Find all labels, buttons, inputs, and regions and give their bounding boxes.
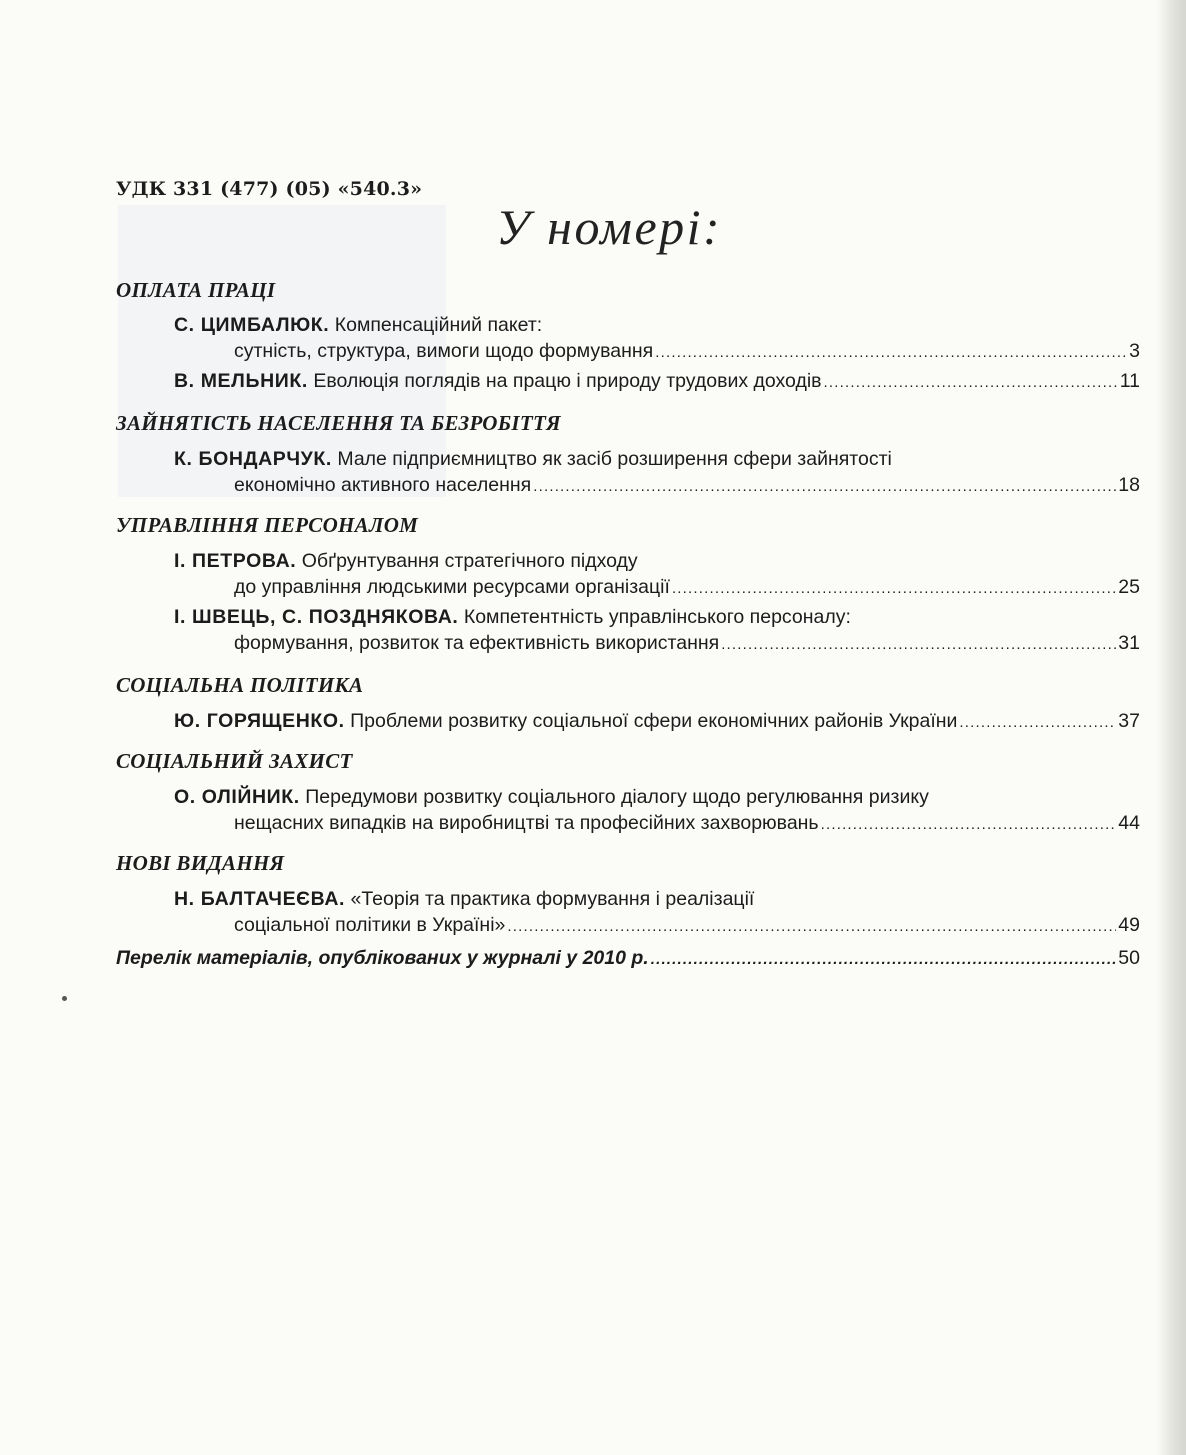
toc-entry (174, 708, 1140, 736)
leader-dots (651, 947, 1117, 973)
toc-entry (174, 446, 892, 472)
entry-author: С. ЦИМБАЛЮК. (174, 314, 330, 336)
leader-dots (655, 340, 1127, 366)
entry-title-cont: формування, розвиток та ефективність використання (234, 632, 720, 654)
leader-dots (672, 576, 1116, 602)
toc-entry-continuation (234, 630, 1140, 658)
entry-author: І. ПЕТРОВА. (174, 550, 297, 572)
leader-dots (959, 710, 1116, 736)
toc-entry (174, 312, 542, 338)
toc-entry (174, 886, 754, 912)
entry-title-cont: економічно активного населення (234, 474, 532, 496)
entry-title: Еволюція поглядів на працю і природу трудових доходів (313, 370, 822, 392)
scan-edge-shadow (1156, 0, 1186, 1455)
toc-entry-continuation (234, 472, 1140, 500)
leader-dots (507, 914, 1116, 940)
scan-speck (62, 996, 67, 1001)
toc-entry (174, 604, 851, 630)
toc-final-entry (116, 945, 1140, 973)
entry-author: І. ШВЕЦЬ, С. ПОЗДНЯКОВА. (174, 606, 459, 628)
page-number: 25 (1118, 576, 1140, 598)
page-number: 37 (1118, 710, 1140, 732)
entry-title-cont: соціальної політики в Україні» (234, 914, 506, 936)
entry-title: Передумови розвитку соціального діалогу щодо регулювання ризику (305, 786, 929, 808)
section-heading: НОВІ ВИДАННЯ (116, 851, 285, 875)
entry-author: В. МЕЛЬНИК. (174, 370, 308, 392)
toc-entry (174, 368, 1140, 396)
page-number: 18 (1118, 474, 1140, 496)
entry-author: К. БОНДАРЧУК. (174, 448, 332, 470)
entry-title-cont: до управління людськими ресурсами організації (234, 576, 670, 598)
entry-title: Компетентність управлінського персоналу: (463, 606, 851, 628)
page-number: 49 (1118, 914, 1140, 936)
final-entry-title: Перелік матеріалів, опублікованих у журналі у 2010 р. (116, 947, 649, 969)
section-heading: СОЦІАЛЬНИЙ ЗАХИСТ (116, 749, 353, 773)
entry-author: О. ОЛІЙНИК. (174, 786, 300, 808)
page-number: 11 (1119, 370, 1140, 392)
entry-author: Н. БАЛТАЧЕЄВА. (174, 888, 346, 910)
leader-dots (821, 812, 1117, 838)
section-heading: СОЦІАЛЬНА ПОЛІТИКА (116, 673, 364, 697)
entry-title: Мале підприємництво як засіб розширення сфери зайнятості (337, 448, 892, 470)
leader-dots (533, 474, 1116, 500)
toc-entry-continuation (234, 574, 1140, 602)
udc-code: УДК 331 (477) (05) «540.3» (116, 178, 423, 200)
toc-entry (174, 548, 638, 574)
toc-entry-continuation (234, 912, 1140, 940)
section-heading: ЗАЙНЯТІСТЬ НАСЕЛЕННЯ ТА БЕЗРОБІТТЯ (116, 411, 561, 435)
leader-dots (721, 632, 1116, 658)
toc-entry-continuation (234, 810, 1140, 838)
entry-title: Обґрунтування стратегічного підходу (301, 550, 638, 572)
page-number: 31 (1118, 632, 1140, 654)
toc-entry-continuation (234, 338, 1140, 366)
page-number: 50 (1118, 947, 1140, 969)
entry-title: Компенсаційний пакет: (334, 314, 543, 336)
section-heading: УПРАВЛІННЯ ПЕРСОНАЛОМ (116, 513, 419, 537)
entry-title: «Теорія та практика формування і реалізації (350, 888, 755, 910)
toc-entry (174, 784, 929, 810)
section-heading: ОПЛАТА ПРАЦІ (116, 278, 276, 302)
page-number: 3 (1129, 340, 1140, 362)
entry-title-cont: сутність, структура, вимоги щодо формування (234, 340, 654, 362)
page-title: У номері: (496, 199, 723, 255)
entry-author: Ю. ГОРЯЩЕНКО. (174, 710, 345, 732)
entry-title: Проблеми розвитку соціальної сфери економічних районів України (350, 710, 958, 732)
entry-title-cont: нещасних випадків на виробництві та професійних захворювань (234, 812, 819, 834)
page-number: 44 (1118, 812, 1140, 834)
leader-dots (824, 370, 1118, 396)
